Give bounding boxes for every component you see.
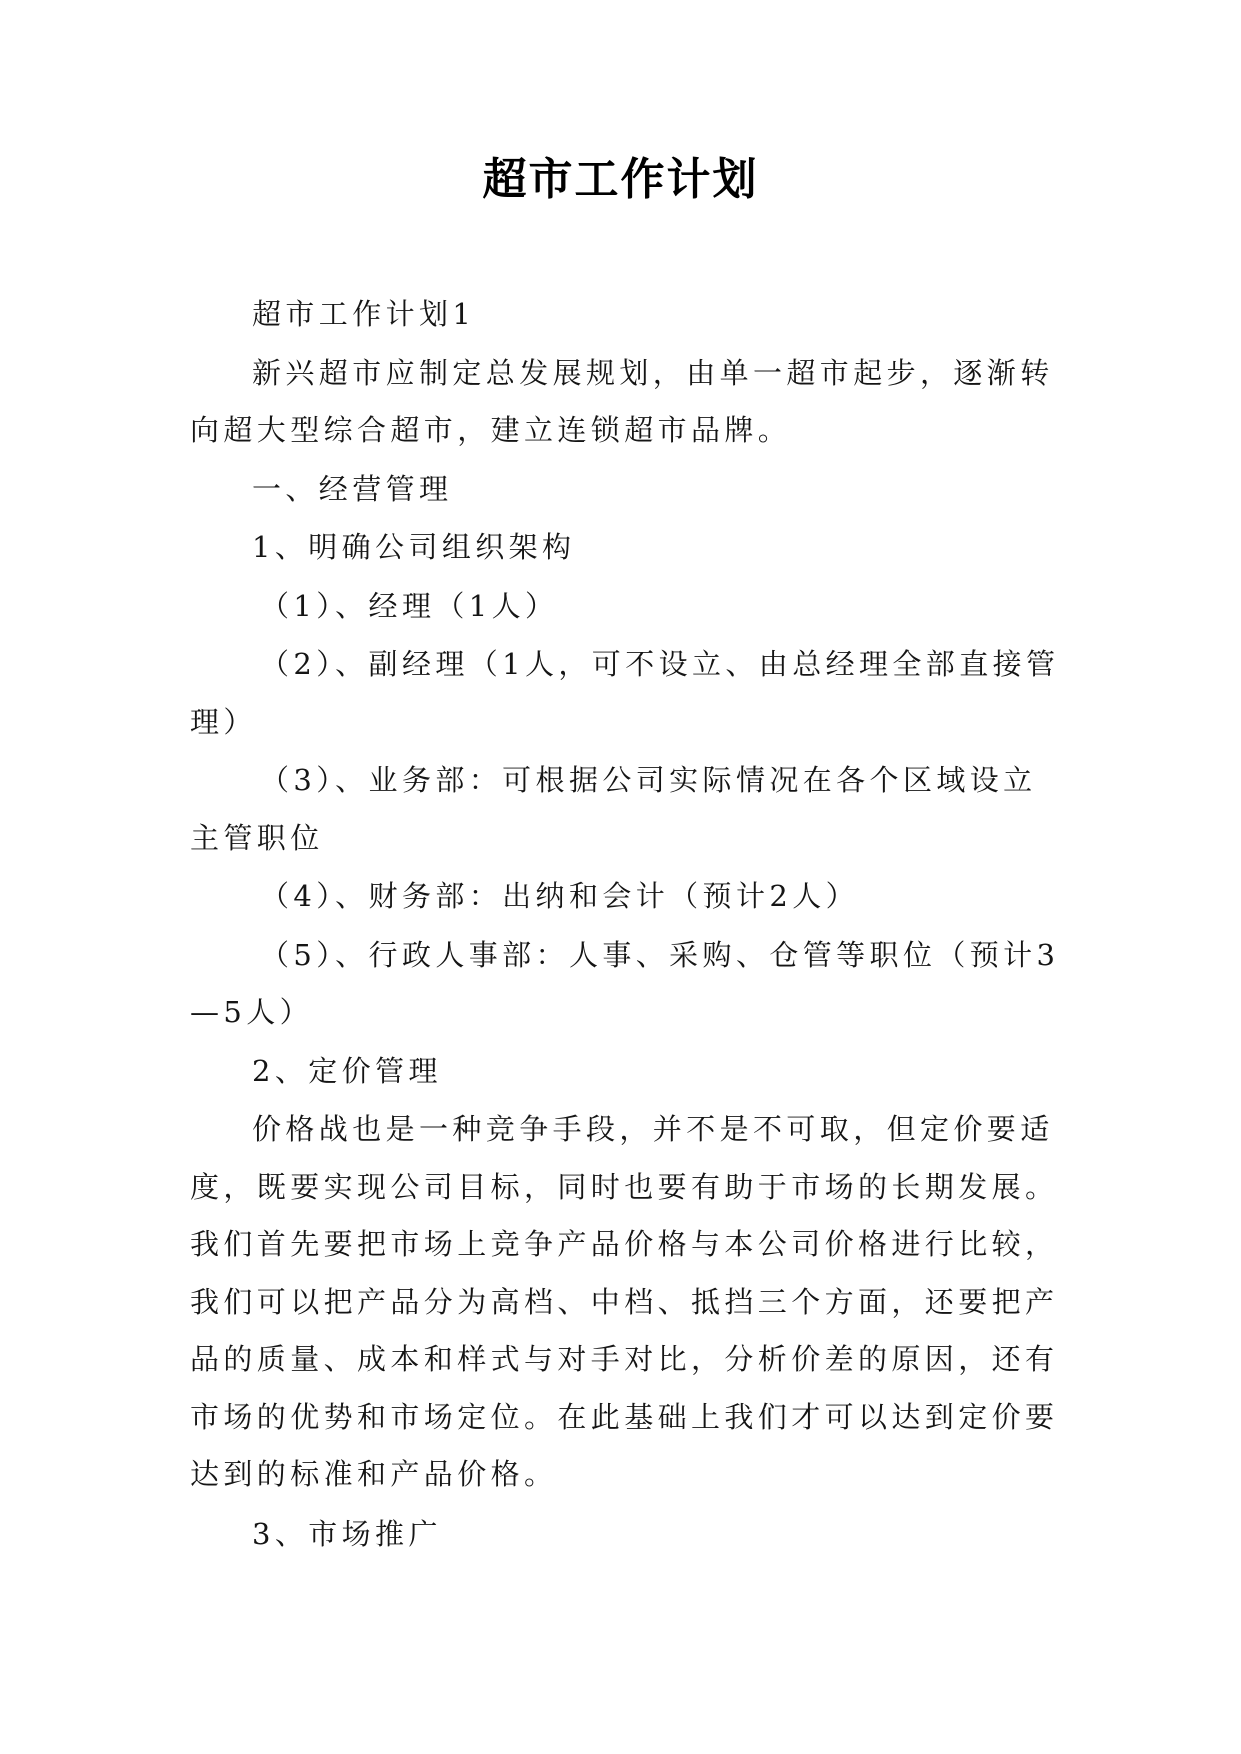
document-title: 超市工作计划 (482, 154, 759, 205)
intro-paragraph: 新兴超市应制定总发展规划，由单一超市起步，逐渐转向超大型综合超市，建立连锁超市品牌。 (190, 355, 1054, 447)
heading-org-structure: 1、明确公司组织架构 (252, 530, 576, 564)
list-item-admin-hr-dept: （5）、行政人事部：人事、采购、仓管等职位（预计3—5人） (190, 937, 1060, 1029)
list-item-manager: （1）、经理（1人） (260, 588, 559, 623)
list-item-finance-dept: （4）、财务部：出纳和会计（预计2人） (260, 879, 860, 913)
section-heading: 超市工作计划1 (252, 297, 476, 331)
heading-market-promotion: 3、市场推广 (252, 1516, 442, 1551)
heading-pricing-management: 2、定价管理 (252, 1053, 442, 1088)
document-body (190, 286, 1060, 1564)
list-item-business-dept: （3）、业务部：可根据公司实际情况在各个区域设立主管职位 (190, 763, 1037, 855)
heading-business-management: 一、经营管理 (252, 471, 453, 506)
pricing-paragraph: 价格战也是一种竞争手段，并不是不可取，但定价要适度，既要实现公司目标，同时也要有助于市场的长期发展。我们首先要把市场上竞争产品价格与本公司价格进行比较，我们可以把产品分为高档、中档、抵挡三个方面，还要把产品的质量、成本和样式与对手对比，分析价差的原因，还有市场的优势和市场定位。在此基础上我们才可以达到定价要达到的标准和产品价格。 (190, 1112, 1059, 1491)
list-item-deputy-manager: （2）、副经理（1人，可不设立、由总经理全部直接管理） (190, 647, 1060, 739)
